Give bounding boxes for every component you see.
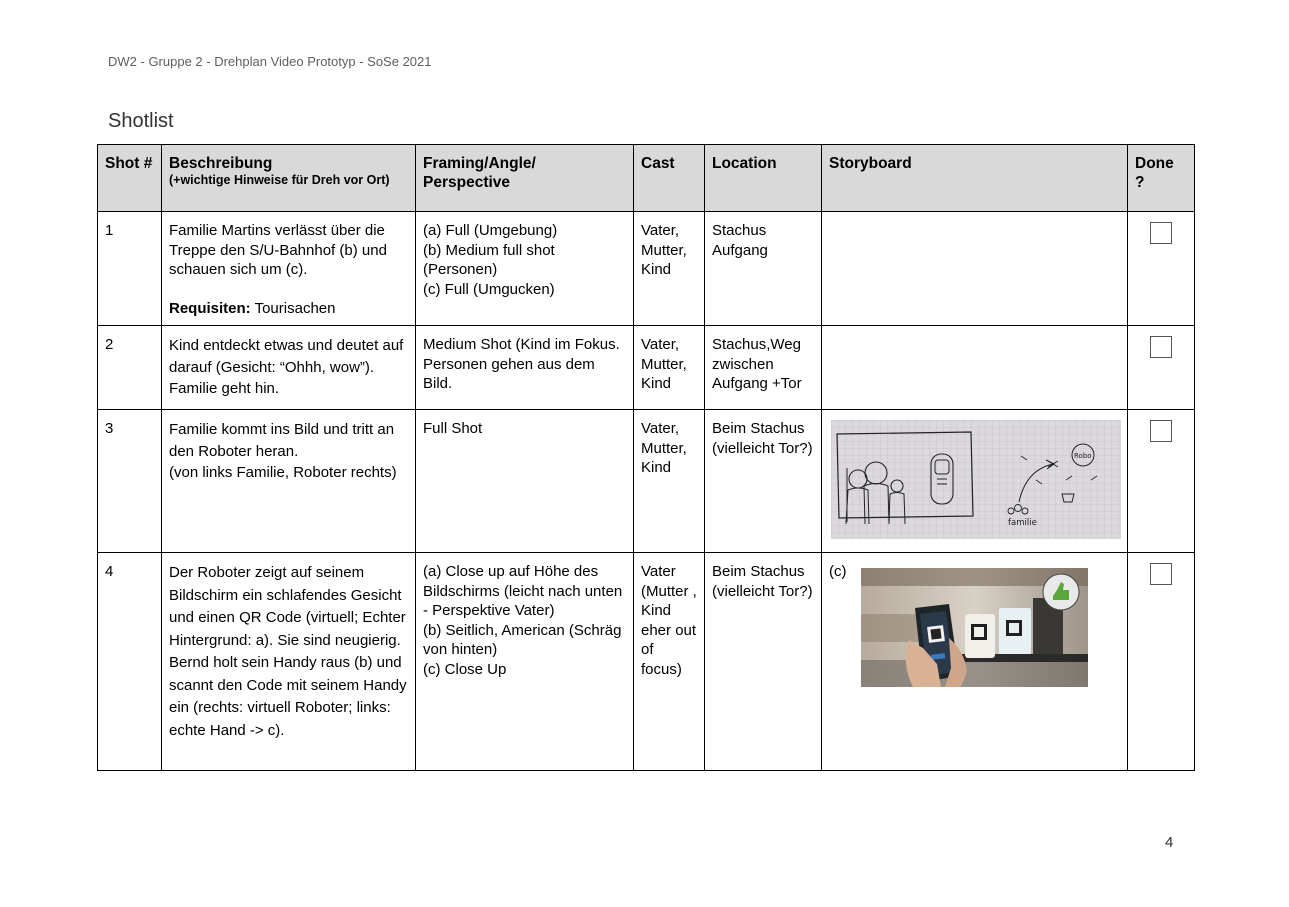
description-text: Familie Martins verlässt über die Treppe den S/U-Bahnhof (b) und schauen sich um (c).	[169, 222, 387, 278]
done-checkbox[interactable]	[1150, 222, 1172, 244]
done-checkbox[interactable]	[1150, 336, 1172, 358]
column-header-shot: Shot #	[98, 145, 162, 212]
shot-storyboard	[822, 553, 1128, 771]
shot-done	[1128, 553, 1195, 771]
section-title: Shotlist	[108, 110, 174, 132]
framing-line: (a) Close up auf Höhe des Bildschirms (leicht nach unten - Perspektive Vater)	[423, 563, 623, 619]
shot-done	[1128, 212, 1195, 326]
storyboard-photo-wrap	[829, 562, 1120, 687]
shot-number: 1	[98, 212, 162, 326]
table-header-row	[98, 145, 1195, 212]
shot-location: Beim Stachus (vielleicht Tor?)	[705, 553, 822, 771]
shot-cast: Vater, Mutter, Kind	[634, 212, 705, 326]
shot-done	[1128, 410, 1195, 553]
storyboard-label: (c)	[829, 563, 847, 580]
shot-description: Der Roboter zeigt auf seinem Bildschirm ein schlafendes Gesicht und einen QR Code (virtuell; Echter Hintergrund: a). Sie sind neugierig. Bernd holt sein Handy raus (b) und scannt den Code mit seinem Handy ein (rechts: virtuell Roboter; links: echte Hand -> c).	[162, 553, 416, 771]
shot-number: 2	[98, 326, 162, 410]
column-header-location: Location	[705, 145, 822, 212]
shot-cast: Vater, Mutter, Kind	[634, 410, 705, 553]
framing-line: (b) Seitlich, American (Schräg von hinten)	[423, 621, 622, 658]
shot-storyboard	[822, 326, 1128, 410]
column-header-done: Done ?	[1128, 145, 1195, 212]
framing-line: (c) Full (Umgucken)	[423, 280, 555, 298]
description-text: Familie kommt ins Bild und tritt an den Roboter heran.	[169, 421, 395, 460]
done-checkbox[interactable]	[1150, 420, 1172, 442]
shot-description	[162, 410, 416, 553]
shot-cast: Vater, Mutter, Kind	[634, 326, 705, 410]
document-header: DW2 - Gruppe 2 - Drehplan Video Prototyp - SoSe 2021	[108, 54, 432, 69]
shot-number: 4	[98, 553, 162, 771]
shot-description	[162, 212, 416, 326]
shotlist-table	[97, 144, 1195, 771]
props-line	[169, 299, 408, 319]
done-checkbox[interactable]	[1150, 563, 1172, 585]
storyboard-sketch	[831, 420, 1121, 539]
shot-location: Stachus Aufgang	[705, 212, 822, 326]
column-header-framing: Framing/Angle/ Perspective	[416, 145, 634, 212]
framing-line: (a) Full (Umgebung)	[423, 222, 558, 239]
framing-line: Full Shot	[423, 420, 483, 437]
props-label: Requisiten:	[169, 299, 251, 317]
table-row	[98, 410, 1195, 553]
table-row	[98, 326, 1195, 410]
storyboard-photo	[861, 568, 1088, 687]
framing-line: (c) Close Up	[423, 660, 507, 678]
shot-framing	[416, 410, 634, 553]
shot-storyboard	[822, 212, 1128, 326]
column-header-beschreibung-label: Beschreibung	[169, 155, 273, 172]
description-note: (von links Familie, Roboter rechts)	[169, 464, 397, 481]
sketch-robot-label: Robo	[1074, 452, 1092, 460]
shot-framing	[416, 553, 634, 771]
shot-cast: Vater (Mutter , Kind eher out of focus)	[634, 553, 705, 771]
sketch-family-label: familie	[1008, 518, 1037, 528]
shot-number: 3	[98, 410, 162, 553]
shot-location: Beim Stachus (vielleicht Tor?)	[705, 410, 822, 553]
column-header-beschreibung-note: (+wichtige Hinweise für Dreh vor Ort)	[169, 173, 390, 187]
shot-framing	[416, 326, 634, 410]
table-row	[98, 553, 1195, 771]
props-value: Tourisachen	[250, 299, 336, 317]
shot-description: Kind entdeckt etwas und deutet auf darauf (Gesicht: “Ohhh, wow”). Familie geht hin.	[162, 326, 416, 410]
framing-line: (b) Medium full shot (Personen)	[423, 241, 555, 278]
shot-storyboard	[822, 410, 1128, 553]
column-header-cast: Cast	[634, 145, 705, 212]
shot-location: Stachus,Weg zwischen Aufgang +Tor	[705, 326, 822, 410]
table-row	[98, 212, 1195, 326]
shot-framing	[416, 212, 634, 326]
column-header-storyboard: Storyboard	[822, 145, 1128, 212]
column-header-beschreibung	[162, 145, 416, 212]
framing-line: Medium Shot (Kind im Fokus. Personen gehen aus dem Bild.	[423, 336, 620, 392]
shot-done	[1128, 326, 1195, 410]
page-number: 4	[1165, 834, 1174, 851]
